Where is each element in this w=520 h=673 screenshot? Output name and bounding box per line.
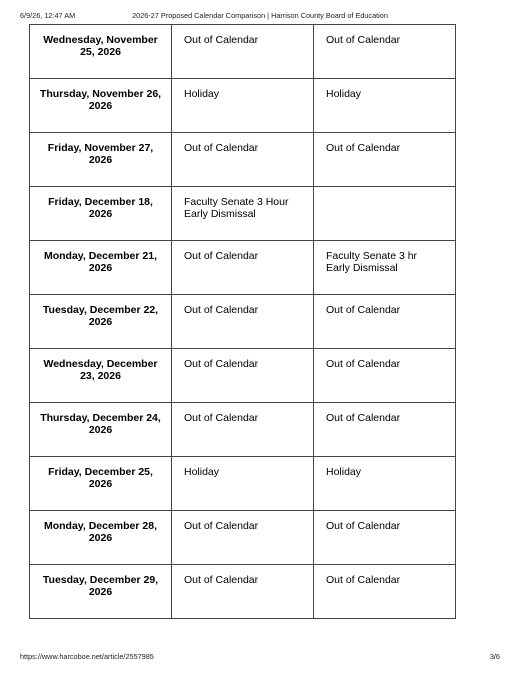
date-cell: Friday, November 27, 2026 bbox=[30, 133, 172, 187]
page-number: 3/6 bbox=[489, 652, 500, 661]
date-cell: Thursday, November 26, 2026 bbox=[30, 79, 172, 133]
proposed-calendar-cell: Holiday bbox=[314, 79, 456, 133]
table-row bbox=[30, 133, 456, 187]
table-row bbox=[30, 403, 456, 457]
current-calendar-cell: Holiday bbox=[172, 79, 314, 133]
date-cell: Wednesday, November 25, 2026 bbox=[30, 25, 172, 79]
calendar-comparison-table bbox=[29, 24, 456, 619]
table-row bbox=[30, 241, 456, 295]
document-title: 2026-27 Proposed Calendar Comparison | Harrison County Board of Education bbox=[132, 11, 388, 20]
date-cell: Thursday, December 24, 2026 bbox=[30, 403, 172, 457]
current-calendar-cell: Faculty Senate 3 Hour Early Dismissal bbox=[172, 187, 314, 241]
date-cell: Tuesday, December 22, 2026 bbox=[30, 295, 172, 349]
date-cell: Friday, December 18, 2026 bbox=[30, 187, 172, 241]
current-calendar-cell: Out of Calendar bbox=[172, 511, 314, 565]
proposed-calendar-cell: Out of Calendar bbox=[314, 133, 456, 187]
print-footer bbox=[20, 652, 500, 664]
current-calendar-cell: Out of Calendar bbox=[172, 295, 314, 349]
proposed-calendar-cell: Out of Calendar bbox=[314, 295, 456, 349]
current-calendar-cell: Out of Calendar bbox=[172, 25, 314, 79]
print-header bbox=[20, 11, 500, 23]
current-calendar-cell: Out of Calendar bbox=[172, 349, 314, 403]
table-row bbox=[30, 79, 456, 133]
current-calendar-cell: Out of Calendar bbox=[172, 241, 314, 295]
table-row bbox=[30, 457, 456, 511]
print-date: 6/9/26, 12:47 AM bbox=[20, 11, 76, 20]
date-cell: Monday, December 21, 2026 bbox=[30, 241, 172, 295]
date-cell: Tuesday, December 29, 2026 bbox=[30, 565, 172, 619]
table-row bbox=[30, 25, 456, 79]
table-row bbox=[30, 295, 456, 349]
current-calendar-cell: Out of Calendar bbox=[172, 565, 314, 619]
table-row bbox=[30, 187, 456, 241]
proposed-calendar-cell: Out of Calendar bbox=[314, 565, 456, 619]
proposed-calendar-cell: Out of Calendar bbox=[314, 349, 456, 403]
proposed-calendar-cell: Faculty Senate 3 hr Early Dismissal bbox=[314, 241, 456, 295]
date-cell: Friday, December 25, 2026 bbox=[30, 457, 172, 511]
current-calendar-cell: Out of Calendar bbox=[172, 403, 314, 457]
proposed-calendar-cell: Out of Calendar bbox=[314, 511, 456, 565]
proposed-calendar-cell: Holiday bbox=[314, 457, 456, 511]
current-calendar-cell: Holiday bbox=[172, 457, 314, 511]
table-row bbox=[30, 349, 456, 403]
table-row bbox=[30, 565, 456, 619]
current-calendar-cell: Out of Calendar bbox=[172, 133, 314, 187]
date-cell: Monday, December 28, 2026 bbox=[30, 511, 172, 565]
proposed-calendar-cell: Out of Calendar bbox=[314, 403, 456, 457]
proposed-calendar-cell: Out of Calendar bbox=[314, 25, 456, 79]
proposed-calendar-cell bbox=[314, 187, 456, 241]
table-row bbox=[30, 511, 456, 565]
date-cell: Wednesday, December 23, 2026 bbox=[30, 349, 172, 403]
page-url: https://www.harcoboe.net/article/2557985 bbox=[20, 652, 154, 661]
